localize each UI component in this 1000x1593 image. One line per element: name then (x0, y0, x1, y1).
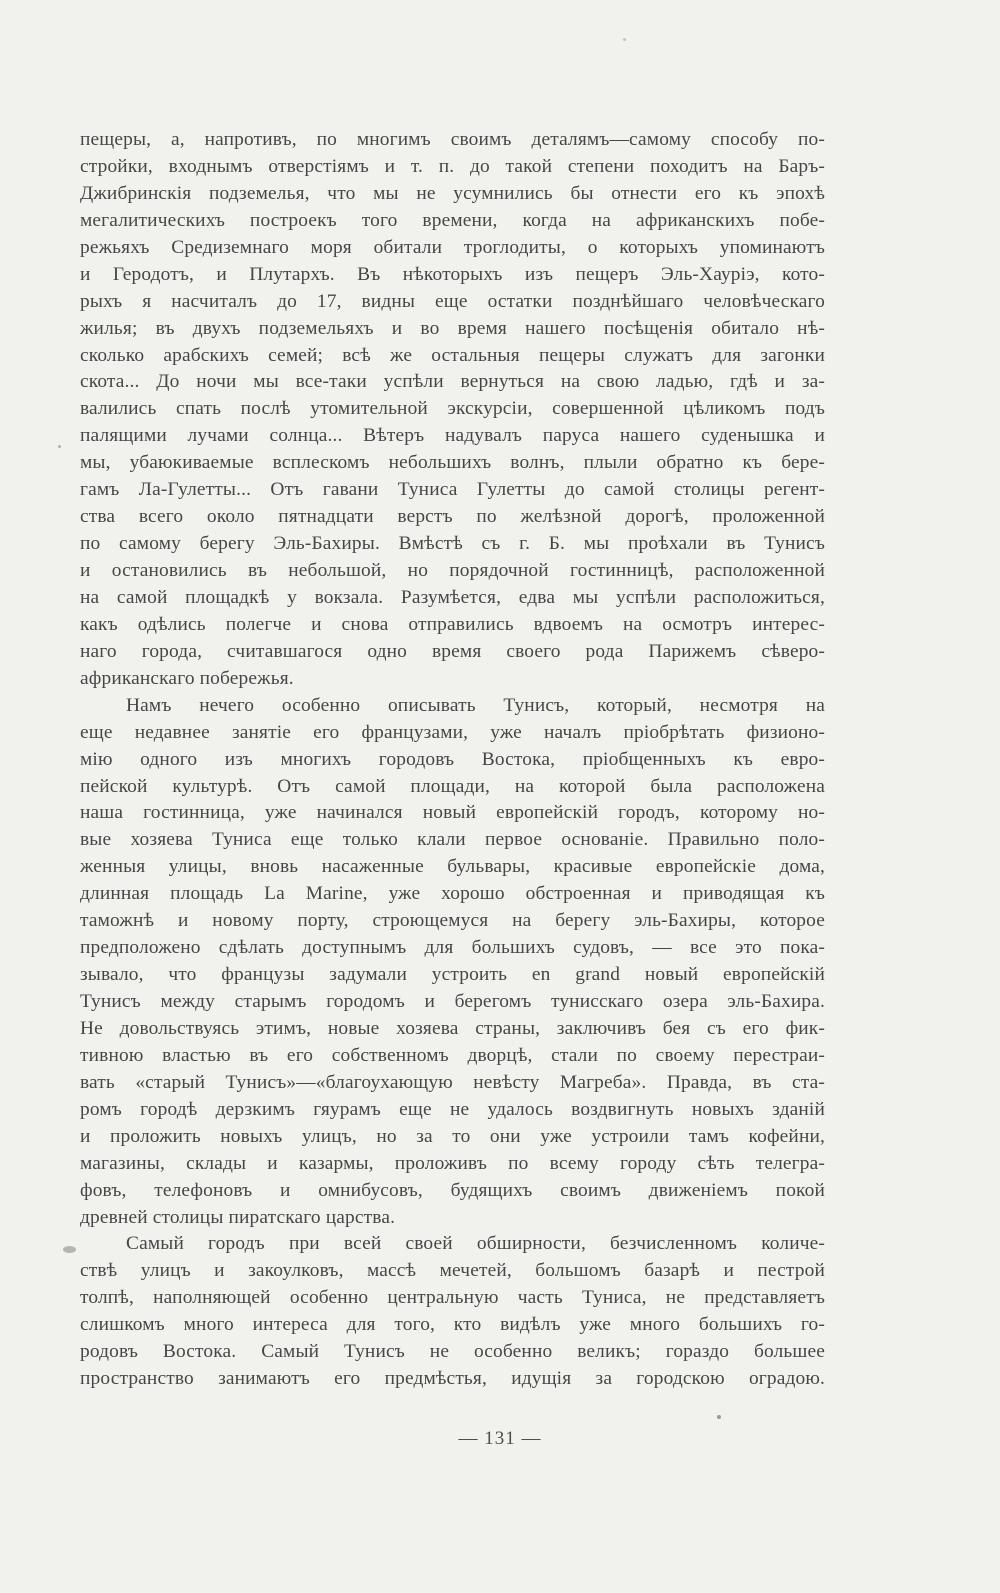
text-line: слишкомъ много интереса для того, кто видѣлъ уже много большихъ го- (80, 1314, 825, 1336)
text-line: Джибринскiя подземелья, что мы не усумнились бы отнести его къ эпохѣ (80, 182, 825, 204)
text-line: режьяхъ Средиземнаго моря обитали троглодиты, о которыхъ упоминаютъ (80, 236, 825, 258)
text-line: вые хозяева Туниса еще только клали первое основанiе. Правильно поло- (80, 829, 825, 851)
text-line: палящими лучами солнца... Вѣтеръ надувалъ паруса нашего суденышка и (80, 425, 825, 447)
text-line: стройки, входнымъ отверстiямъ и т. п. до такой степени походитъ на Баръ- (80, 155, 825, 177)
text-line: родовъ Востока. Самый Тунисъ не особенно великъ; гораздо большее (80, 1341, 825, 1363)
text-line: наша гостинница, уже начинался новый европейскiй городъ, которому но- (80, 802, 825, 824)
text-line: валились спать послѣ утомительной экскурсiи, совершенной цѣликомъ подъ (80, 398, 825, 420)
text-line: пещеры, а, напротивъ, по многимъ своимъ деталямъ—самому способу по- (80, 129, 825, 150)
text-line: мы, убаюкиваемые всплескомъ небольшихъ волнъ, плыли обратно къ бере- (80, 452, 825, 474)
text-line: древней столицы пиратскаго царства. (80, 1206, 396, 1228)
text-line: и Геродотъ, и Плутархъ. Въ нѣкоторыхъ изъ пещеръ Эль-Хаурiэ, кото- (80, 263, 825, 285)
text-line: Не довольствуясь этимъ, новые хозяева страны, заключивъ бея съ его фик- (80, 1017, 825, 1039)
paper-speck (58, 445, 61, 448)
text-line: гамъ Ла-Гулетты... Отъ гавани Туниса Гулетты до самой столицы регент- (80, 479, 825, 501)
text-line: на самой площадкѣ у вокзала. Разумѣется, едва мы успѣли расположиться, (80, 586, 825, 608)
text-line: длинная площадь La Marine, уже хорошо обстроенная и приводящая къ (80, 883, 825, 905)
text-line: таможнѣ и новому порту, строющемуся на берегу эль-Бахиры, которое (80, 910, 825, 932)
text-line: толпѣ, наполняющей особенно центральную часть Туниса, не представляетъ (80, 1287, 825, 1309)
text-line: предположено сдѣлать доступнымъ для большихъ судовъ, — все это пока- (80, 937, 825, 959)
text-line: пространство занимаютъ его предмѣстья, идущiя за городскою оградою. (80, 1368, 825, 1390)
text-line: какъ одѣлись полегче и снова отправились вдвоемъ на осмотръ интерес- (80, 613, 825, 635)
text-line: женныя улицы, вновь насаженные бульвары, красивые европейскiе дома, (80, 856, 825, 878)
body-text (80, 127, 825, 1393)
text-line: Самый городъ при всей своей обширности, безчисленномъ количе- (126, 1233, 825, 1255)
paper-speck (717, 1415, 721, 1419)
text-line: и проложить новыхъ улицъ, но за то они уже устроили тамъ кофейни, (80, 1125, 825, 1147)
text-line: Намъ нечего особенно описывать Тунисъ, который, несмотря на (126, 694, 825, 716)
text-line: мегалитическихъ построекъ того времени, когда на африканскихъ побе- (80, 209, 825, 231)
text-line: фовъ, телефоновъ и омнибусовъ, будящихъ своимъ движенiемъ покой (80, 1179, 825, 1201)
text-line: тивною властью въ его собственномъ дворцѣ, стали по своему перестраи- (80, 1044, 825, 1066)
text-line: ства всего около пятнадцати верстъ по желѣзной дорогѣ, проложенной (80, 506, 825, 528)
text-line: мiю одного изъ многихъ городовъ Востока, прiобщенныхъ къ евро- (80, 748, 825, 770)
text-line: скота... До ночи мы все-таки успѣли вернуться на свою ладью, гдѣ и за- (80, 371, 825, 393)
text-line: зывало, что французы задумали устроить en grand новый европейскiй (80, 964, 825, 986)
text-line: рыхъ я насчиталъ до 17, видны еще остатки позднѣйшаго человѣческаго (80, 290, 825, 312)
paragraph-3 (80, 1231, 825, 1393)
text-line: пейской культурѣ. Отъ самой площади, на которой была расположена (80, 775, 825, 797)
text-line: жилья; въ двухъ подземельяхъ и во время нашего посѣщенiя обитало нѣ- (80, 317, 825, 339)
text-line: еще недавнее занятiе его французами, уже началъ прiобрѣтать физионо- (80, 721, 825, 743)
page-number: — 131 — (458, 1428, 542, 1449)
text-line: сколько арабскихъ семей; всѣ же остальныя пещеры служатъ для загонки (80, 344, 825, 366)
paragraph-1 (80, 127, 825, 693)
text-line: по самому берегу Эль-Бахиры. Вмѣстѣ съ г. Б. мы проѣхали въ Тунисъ (80, 533, 825, 555)
text-line: ствѣ улицъ и закоулковъ, массѣ мечетей, большомъ базарѣ и пестрой (80, 1260, 825, 1282)
text-line: ромъ городѣ дерзкимъ гяурамъ еще не удалось воздвигнуть новыхъ зданiй (80, 1098, 825, 1120)
text-line: вать «старый Тунисъ»—«благоухающую невѣсту Магреба». Правда, въ ста- (80, 1071, 825, 1093)
text-line: магазины, склады и казармы, проложивъ по всему городу сѣть телегра- (80, 1152, 825, 1174)
text-line: африканскаго побережья. (80, 667, 294, 689)
paper-speck (623, 38, 626, 41)
text-line: Тунисъ между старымъ городомъ и берегомъ тунисскаго озера эль-Бахира. (80, 991, 825, 1012)
paper-speck (63, 1246, 76, 1253)
paragraph-2 (80, 693, 825, 1232)
text-line: наго города, считавшагося одно время своего рода Парижемъ сѣверо- (80, 640, 825, 662)
text-line: и остановились въ небольшой, но порядочной гостинницѣ, расположенной (80, 560, 825, 581)
